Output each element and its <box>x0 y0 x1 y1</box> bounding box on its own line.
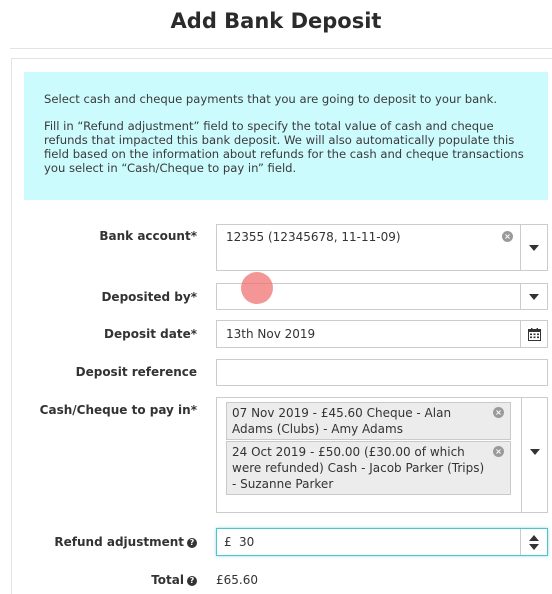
increment-icon[interactable] <box>529 535 539 541</box>
chevron-down-icon <box>529 245 539 251</box>
deposit-date-value: 13th Nov 2019 <box>226 327 316 341</box>
deposit-date-input[interactable] <box>216 320 548 348</box>
chevron-down-icon <box>530 449 540 455</box>
help-icon[interactable]: ? <box>187 576 197 586</box>
help-icon[interactable]: ? <box>187 538 197 548</box>
calendar-icon <box>528 328 541 341</box>
remove-icon[interactable]: × <box>493 446 504 457</box>
title-divider <box>10 48 552 49</box>
total-value: £65.60 <box>216 573 258 587</box>
page-title: Add Bank Deposit <box>170 9 382 33</box>
total-label <box>151 573 197 587</box>
remove-icon[interactable]: × <box>493 407 504 418</box>
number-stepper[interactable] <box>520 529 547 555</box>
bank-account-value: 12355 (12345678, 11-11-09) <box>226 230 401 244</box>
selected-payment-text: 24 Oct 2019 - £50.00 (£30.00 of which were refunded) Cash - Jacob Parker (Trips) - Suzanne Parker <box>232 445 485 491</box>
deposited-by-label: Deposited by* <box>101 290 197 304</box>
decrement-icon[interactable] <box>529 544 539 550</box>
selected-payment-text: 07 Nov 2019 - £45.60 Cheque - Alan Adams (Clubs) - Amy Adams <box>232 406 452 436</box>
bank-account-select[interactable] <box>216 224 548 271</box>
click-indicator <box>241 272 273 304</box>
currency-symbol: £ <box>224 535 232 549</box>
cash-cheque-label: Cash/Cheque to pay in* <box>39 403 197 417</box>
chevron-down-icon <box>529 294 539 300</box>
info-paragraph-2: Fill in “Refund adjustment” field to specify the total value of cash and cheque refunds that impacted this bank deposit. We will also automatically populate this field based on the information about refunds for the cash and cheque transactions you select in “Cash/Cheque to pay in” field. <box>44 119 524 175</box>
total-label-text: Total <box>151 573 184 587</box>
bank-account-label: Bank account* <box>99 229 197 243</box>
refund-adjustment-label <box>54 535 197 549</box>
clear-icon[interactable]: × <box>502 231 513 242</box>
deposit-reference-input[interactable] <box>216 359 548 386</box>
deposited-by-dropdown-toggle[interactable] <box>520 284 547 309</box>
bank-account-dropdown-toggle[interactable] <box>520 225 547 270</box>
deposit-date-label: Deposit date* <box>104 327 197 341</box>
cash-cheque-multiselect[interactable] <box>216 397 548 513</box>
selected-payment-chip <box>226 441 511 495</box>
info-box <box>24 72 548 200</box>
selected-payment-chip <box>226 402 511 440</box>
calendar-button[interactable] <box>520 321 547 347</box>
deposit-reference-label: Deposit reference <box>75 365 197 379</box>
cash-cheque-dropdown-toggle[interactable] <box>521 398 547 512</box>
info-paragraph-1: Select cash and cheque payments that you are going to deposit to your bank. <box>44 92 498 106</box>
refund-adjustment-label-text: Refund adjustment <box>54 535 184 549</box>
refund-adjustment-input[interactable] <box>216 528 548 556</box>
refund-adjustment-value: 30 <box>239 535 255 549</box>
